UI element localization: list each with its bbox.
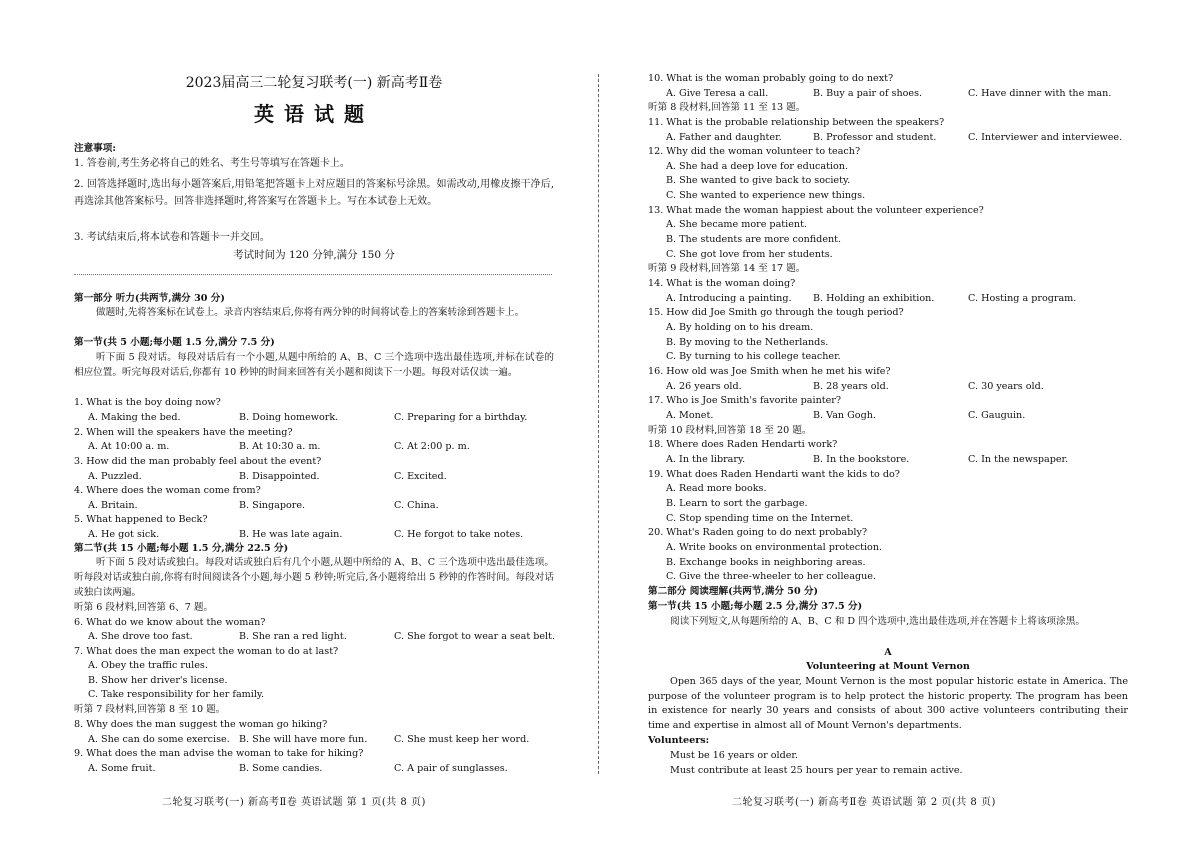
subject-title: 英语试题 bbox=[254, 102, 374, 126]
material-6-instruction: 听第 6 段材料,回答第 6、7 题。 bbox=[74, 602, 214, 613]
q16-option-c: C. 30 years old. bbox=[968, 381, 1044, 392]
notice-heading: 注意事项: bbox=[74, 143, 116, 154]
q6-option-a: A. She drove too fast. bbox=[88, 631, 193, 642]
q4-option-a: A. Britain. bbox=[88, 500, 138, 511]
part1-heading: 第一部分 听力(共两节,满分 30 分) bbox=[74, 293, 225, 304]
q10-option-c: C. Have dinner with the man. bbox=[968, 88, 1112, 99]
part1-sec1-intro: 听下面 5 段对话。每段对话后有一个小题,从题中所给的 A、B、C 三个选项中选出最佳选项,并标在试卷的相应位置。听完每段对话后,你都有 10 秒钟的时间来回答有关小题和阅读下一小题。每段对话仅读一遍。 bbox=[74, 352, 554, 378]
q8-stem: 8. Why does the man suggest the woman go hiking? bbox=[74, 719, 328, 730]
q7-option-b: B. Show her driver's license. bbox=[88, 675, 228, 686]
divider-line bbox=[74, 274, 552, 275]
q9-option-c: C. A pair of sunglasses. bbox=[394, 763, 508, 774]
part2-sec1-intro: 阅读下列短文,从每题所给的 A、B、C 和 D 四个选项中,选出最佳选项,并在答题卡上将该项涂黑。 bbox=[670, 616, 1085, 627]
q1-option-a: A. Making the bed. bbox=[88, 412, 181, 423]
page-footer-left: 二轮复习联考(一) 新高考Ⅱ卷 英语试题 第 1 页(共 8 页) bbox=[162, 797, 426, 808]
q13-stem: 13. What made the woman happiest about the volunteer experience? bbox=[648, 205, 984, 216]
q11-option-b: B. Professor and student. bbox=[813, 132, 937, 143]
q18-stem: 18. Where does Raden Hendarti work? bbox=[648, 439, 838, 450]
q3-option-a: A. Puzzled. bbox=[88, 471, 142, 482]
q20-stem: 20. What's Raden going to do next probably? bbox=[648, 527, 868, 538]
q3-option-c: C. Excited. bbox=[394, 471, 447, 482]
q13-option-a: A. She became more patient. bbox=[666, 219, 807, 230]
q9-stem: 9. What does the man advise the woman to take for hiking? bbox=[74, 748, 364, 759]
q6-option-b: B. She ran a red light. bbox=[239, 631, 347, 642]
q13-option-c: C. She got love from her students. bbox=[666, 249, 833, 260]
q2-stem: 2. When will the speakers have the meeting? bbox=[74, 427, 293, 438]
q19-option-c: C. Stop spending time on the Internet. bbox=[666, 513, 854, 524]
q9-option-a: A. Some fruit. bbox=[88, 763, 156, 774]
q3-stem: 3. How did the man probably feel about the event? bbox=[74, 456, 322, 467]
q1-stem: 1. What is the boy doing now? bbox=[74, 397, 221, 408]
q6-stem: 6. What do we know about the woman? bbox=[74, 617, 266, 628]
notice-item-3: 3. 考试结束后,将本试卷和答题卡一并交回。 bbox=[74, 232, 270, 243]
q16-stem: 16. How old was Joe Smith when he met his wife? bbox=[648, 366, 891, 377]
requirement-hours: Must contribute at least 25 hours per year to remain active. bbox=[670, 765, 963, 776]
q12-option-b: B. She wanted to give back to society. bbox=[666, 175, 851, 186]
q20-option-b: B. Exchange books in neighboring areas. bbox=[666, 557, 866, 568]
notice-item-1: 1. 答卷前,考生务必将自己的姓名、考生号等填写在答题卡上。 bbox=[74, 158, 350, 169]
q9-option-b: B. Some candies. bbox=[239, 763, 323, 774]
q5-stem: 5. What happened to Beck? bbox=[74, 514, 208, 525]
q16-option-b: B. 28 years old. bbox=[813, 381, 889, 392]
q14-option-b: B. Holding an exhibition. bbox=[813, 293, 935, 304]
q10-stem: 10. What is the woman probably going to do next? bbox=[648, 73, 894, 84]
q8-option-a: A. She can do some exercise. bbox=[88, 734, 230, 745]
q20-option-a: A. Write books on environmental protection. bbox=[666, 542, 883, 553]
q12-stem: 12. Why did the woman volunteer to teach? bbox=[648, 146, 861, 157]
q18-option-a: A. In the library. bbox=[666, 454, 746, 465]
q10-option-a: A. Give Teresa a call. bbox=[666, 88, 769, 99]
q5-option-c: C. He forgot to take notes. bbox=[394, 529, 524, 540]
q14-option-a: A. Introducing a painting. bbox=[666, 293, 792, 304]
q11-stem: 11. What is the probable relationship between the speakers? bbox=[648, 117, 945, 128]
page-footer-right: 二轮复习联考(一) 新高考Ⅱ卷 英语试题 第 2 页(共 8 页) bbox=[732, 797, 996, 808]
part2-sec1-heading: 第一节(共 15 小题;每小题 2.5 分,满分 37.5 分) bbox=[648, 601, 863, 612]
part1-sec2-intro: 听下面 5 段对话或独白。每段对话或独白后有几个小题,从题中所给的 A、B、C 三个选项中选出最佳选项。听每段对话或独白前,你将有时间阅读各个小题,每小题 5 秒钟;听完后,各小题将给出 5 秒钟的作答时间。每段对话或独白读两遍。 bbox=[74, 557, 554, 598]
q4-option-c: C. China. bbox=[394, 500, 439, 511]
q15-option-a: A. By holding on to his dream. bbox=[666, 322, 814, 333]
q6-option-c: C. She forgot to wear a seat belt. bbox=[394, 631, 556, 642]
q19-option-b: B. Learn to sort the garbage. bbox=[666, 498, 808, 509]
q7-option-a: A. Obey the traffic rules. bbox=[88, 660, 208, 671]
q17-option-b: B. Van Gogh. bbox=[813, 410, 876, 421]
q4-option-b: B. Singapore. bbox=[239, 500, 306, 511]
q12-option-a: A. She had a deep love for education. bbox=[666, 161, 849, 172]
q17-stem: 17. Who is Joe Smith's favorite painter? bbox=[648, 395, 842, 406]
q17-option-c: C. Gauguin. bbox=[968, 410, 1026, 421]
exam-time: 考试时间为 120 分钟,满分 150 分 bbox=[233, 249, 395, 261]
material-7-instruction: 听第 7 段材料,回答第 8 至 10 题。 bbox=[74, 704, 226, 715]
q19-option-a: A. Read more books. bbox=[666, 483, 767, 494]
q2-option-c: C. At 2:00 p. m. bbox=[394, 441, 470, 452]
q11-option-c: C. Interviewer and interviewee. bbox=[968, 132, 1123, 143]
material-10-instruction: 听第 10 段材料,回答第 18 至 20 题。 bbox=[648, 425, 812, 436]
q20-option-c: C. Give the three-wheeler to her colleague. bbox=[666, 571, 876, 582]
q7-option-c: C. Take responsibility for her family. bbox=[88, 689, 265, 700]
passage-body: Open 365 days of the year, Mount Vernon is the most popular historic estate in America. The purpose of the volunteer program is to help protect the historic property. The program has been in existence for nearly 30 years and consists of about 300 active volunteers contributing their time and expertise in almost all of Mount Vernon's departments. bbox=[648, 676, 1128, 731]
part2-heading: 第二部分 阅读理解(共两节,满分 50 分) bbox=[648, 586, 819, 597]
q7-stem: 7. What does the man expect the woman to do at last? bbox=[74, 646, 339, 657]
q8-option-b: B. She will have more fun. bbox=[239, 734, 368, 745]
q5-option-a: A. He got sick. bbox=[88, 529, 160, 540]
q11-option-a: A. Father and daughter. bbox=[666, 132, 782, 143]
part1-sec1-heading: 第一节(共 5 小题;每小题 1.5 分,满分 7.5 分) bbox=[74, 337, 275, 348]
material-9-instruction: 听第 9 段材料,回答第 14 至 17 题。 bbox=[648, 263, 806, 274]
q5-option-b: B. He was late again. bbox=[239, 529, 343, 540]
column-divider bbox=[598, 74, 599, 774]
q2-option-a: A. At 10:00 a. m. bbox=[88, 441, 170, 452]
q1-option-c: C. Preparing for a birthday. bbox=[394, 412, 528, 423]
q17-option-a: A. Monet. bbox=[666, 410, 714, 421]
exam-title: 2023届高三二轮复习联考(一) 新高考Ⅱ卷 bbox=[185, 75, 443, 91]
q14-option-c: C. Hosting a program. bbox=[968, 293, 1077, 304]
q14-stem: 14. What is the woman doing? bbox=[648, 278, 796, 289]
q2-option-b: B. At 10:30 a. m. bbox=[239, 441, 321, 452]
q18-option-c: C. In the newspaper. bbox=[968, 454, 1069, 465]
q15-option-c: C. By turning to his college teacher. bbox=[666, 351, 841, 362]
q8-option-c: C. She must keep her word. bbox=[394, 734, 530, 745]
q3-option-b: B. Disappointed. bbox=[239, 471, 320, 482]
passage-title: Volunteering at Mount Vernon bbox=[806, 661, 970, 672]
part1-intro: 做题时,先将答案标在试卷上。录音内容结束后,你将有两分钟的时间将试卷上的答案转涂到答题卡上。 bbox=[96, 307, 525, 318]
q19-stem: 19. What does Raden Hendarti want the kids to do? bbox=[648, 469, 900, 480]
part1-sec2-heading: 第二节(共 15 小题;每小题 1.5 分,满分 22.5 分) bbox=[74, 543, 289, 554]
notice-item-2: 2. 回答选择题时,选出每小题答案后,用铅笔把答题卡上对应题目的答案标号涂黑。如需改动,用橡皮擦干净后,再选涂其他答案标号。回答非选择题时,将答案写在答题卡上。写在本试卷上无效。 bbox=[74, 179, 554, 207]
passage-letter: A bbox=[884, 647, 892, 658]
q15-stem: 15. How did Joe Smith go through the tough period? bbox=[648, 307, 904, 318]
q16-option-a: A. 26 years old. bbox=[666, 381, 742, 392]
material-8-instruction: 听第 8 段材料,回答第 11 至 13 题。 bbox=[648, 102, 806, 113]
volunteers-heading: Volunteers: bbox=[648, 735, 710, 746]
requirement-age: Must be 16 years or older. bbox=[670, 750, 798, 761]
q4-stem: 4. Where does the woman come from? bbox=[74, 485, 261, 496]
q1-option-b: B. Doing homework. bbox=[239, 412, 339, 423]
q12-option-c: C. She wanted to experience new things. bbox=[666, 190, 866, 201]
q15-option-b: B. By moving to the Netherlands. bbox=[666, 337, 829, 348]
q13-option-b: B. The students are more confident. bbox=[666, 234, 842, 245]
q18-option-b: B. In the bookstore. bbox=[813, 454, 910, 465]
q10-option-b: B. Buy a pair of shoes. bbox=[813, 88, 923, 99]
